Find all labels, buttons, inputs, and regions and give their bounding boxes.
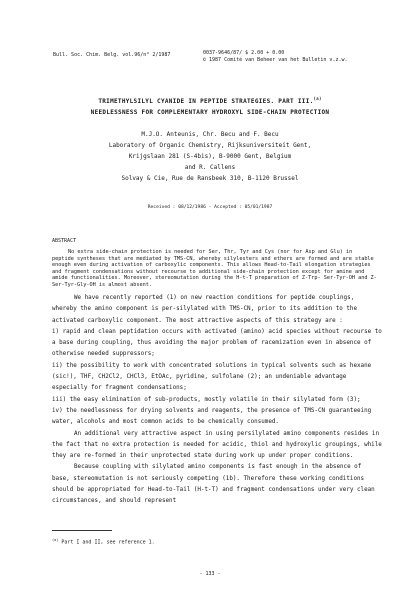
- list-item-iii: iii) the easy elimination of sub-products, mostly volatile in their silylated form (3);: [52, 396, 361, 403]
- authors-1: M.J.O. Anteunis, Chr. Becu and F. Becu: [141, 131, 279, 138]
- paragraph-coupling: Because coupling with silylated amino components is fast enough in the absence of base, stereomutation is not seriously competing (1b). Therefore these working conditions should be appropriated for Head-to-Tail (H-t-T) and fragment condensations under very clean circumstances, and should represent: [52, 464, 375, 505]
- title-line-1: TRIMETHYLSILYL CYANIDE IN PEPTIDE STRATEGIES. PART III.$^{(a)}$: [98, 96, 322, 105]
- abstract-body: [52, 249, 377, 288]
- affiliation-1: Laboratory of Organic Chemistry, Rijksuniversiteit Gent,: [108, 142, 312, 149]
- copyright-line: © 1987 Comité van Beheer van het Bulletin v.z.w.: [203, 57, 348, 63]
- list-item-ii: ii) the possibility to work with concentrated solutions in typical solvents such as hexane (sic!), THF, CH2Cl2, CHCl3, EtOAc, pyridine, sulfolane (2); an undeniable advantage especially for fragment condensations;: [52, 362, 372, 392]
- footnote: [52, 538, 155, 546]
- authors-2: and R. Callens: [184, 164, 236, 171]
- footnote-mark: (a): [52, 538, 59, 542]
- title-footnote-mark: (a): [313, 96, 322, 101]
- title-line-2: NEEDLESSNESS FOR COMPLEMENTARY HYDROXYL SIDE-CHAIN PROTECTION: [90, 109, 330, 116]
- abstract-text: No extra side-chain protection is needed for Ser, Thr, Tyr and Cys (nor for Asp and Glu) in peptide syntheses that are mediated by TMS-CN, whereby silylesters and ethers are formed and are stable enough even during activation of carboxylic components. This allows Head-to-Tail elongation strategies and fragment condensations without recourse to additional side-chain protection except for amine and amide functionalities. Moreover, stereomutation during the H-t-T preparation of Z-Trp- Ser-Tyr-OH and Z-Ser-Tyr-Gly-OH is almost absent.: [52, 249, 377, 288]
- author-block: [0, 129, 420, 184]
- article-title: [0, 93, 420, 118]
- list-item-iv: iv) the needlessness for drying solvents and reagents, the presence of TMS-CN guaranteeing water, alcohols and most common acids to be chemically consumed.: [52, 407, 372, 426]
- body-text: [52, 293, 382, 508]
- paragraph-intro: We have recently reported (1) on new reaction conditions for peptide couplings, whereby the amino component is per-silylated with TMS-CN, prior to its addition to the activated carboxylic component. The most attractive aspects of this strategy are :: [52, 295, 357, 324]
- copyright-block: [203, 50, 348, 64]
- paragraph-additional: An additional very attractive aspect in using persilylated amino components resides in the fact that no extra protection is needed for acidic, thiol and hydroxylic groupings, while they are re-formed in their unprotected state during work up under proper conditions.: [52, 430, 382, 460]
- received-dates: Received : 08/12/1986 - Accepted : 05/01/1987: [147, 205, 273, 210]
- address-1: Krijgslaan 281 (S-4bis), B-9000 Gent, Belgium: [128, 153, 292, 160]
- price-code: 0037-9646/87/ $ 2.00 + 0.00: [203, 50, 285, 56]
- footnote-rule: [52, 530, 112, 531]
- abstract-heading: ABSTRACT: [52, 238, 77, 244]
- page-number: - 133 -: [199, 571, 221, 577]
- list-item-i: i) rapid and clean peptidation occurs with activated (amino) acid species without recourse to a base during coupling, thus avoiding the major problem of racemization even in absence of otherwise needed suppressors;: [52, 328, 382, 358]
- affiliation-2: Solvay & Cie, Rue de Ransbeek 310, B-1120 Brussel: [121, 175, 299, 182]
- journal-citation: Bull. Soc. Chim. Belg. vol.96/n° 2/1987: [53, 52, 171, 58]
- footnote-text: Part I and II, see reference 1.: [61, 539, 155, 546]
